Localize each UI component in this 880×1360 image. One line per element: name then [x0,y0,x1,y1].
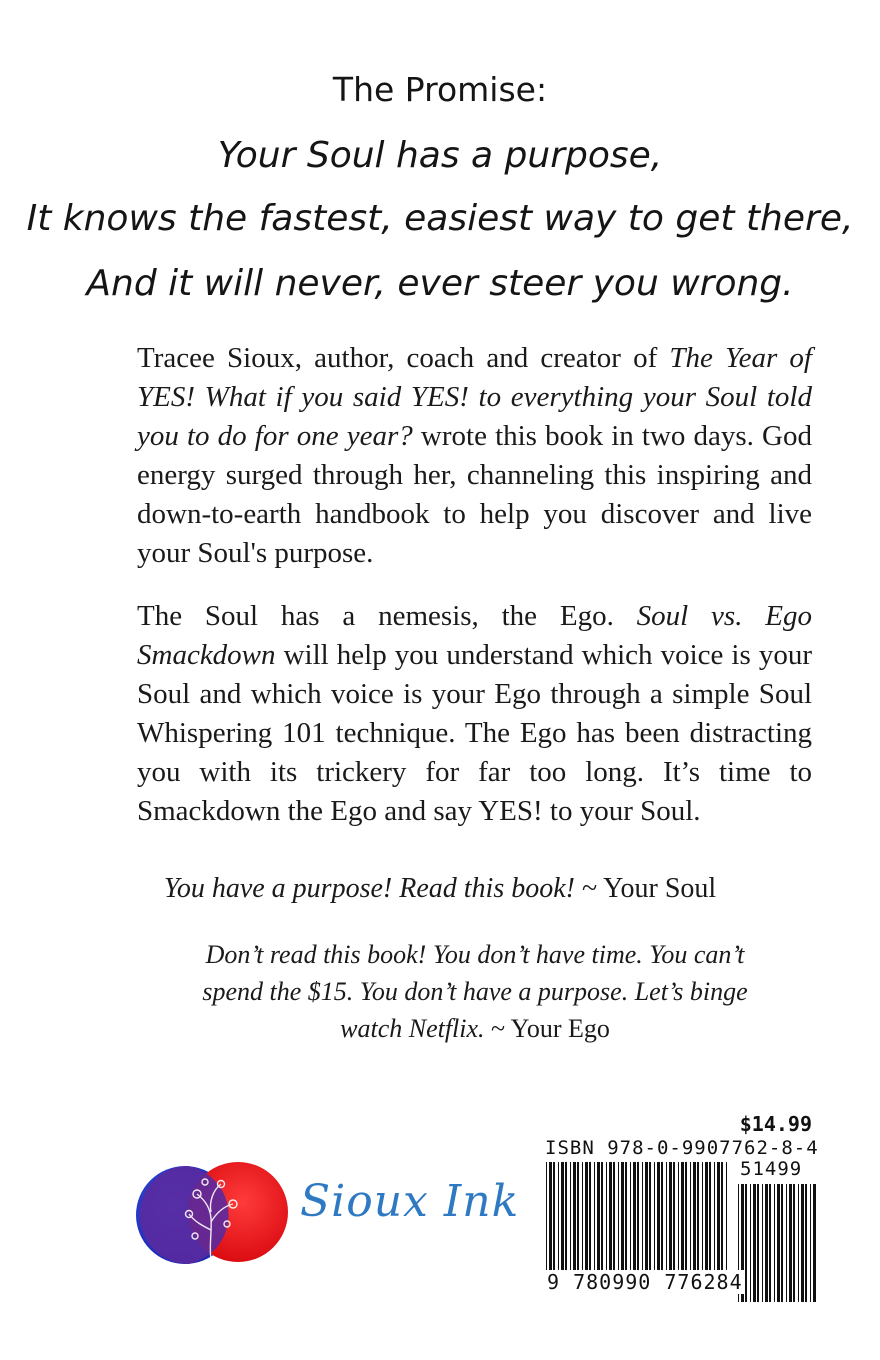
soul-quote [0,873,880,905]
barcode-bar [625,1162,627,1284]
barcode-bar [786,1184,787,1302]
barcode-bar [553,1162,555,1284]
description-paragraph [137,597,812,831]
barcode-bar [669,1162,672,1284]
barcode-bar [685,1162,687,1284]
ego-quote-attribution: ~ Your Ego [484,1014,610,1043]
ego-quote [195,936,755,1047]
barcode-bar [681,1162,684,1284]
promise-line-3: And it will never, ever steer you wrong. [86,263,794,304]
barcode-bar [753,1184,756,1302]
barcode-bar [769,1184,771,1302]
barcode-bar [709,1162,711,1284]
author-paragraph-text-a: Tracee Sioux, author, coach and creator of [137,342,670,374]
description-text-b: will help you understand which voice is your Soul and which voice is your Ego through a simple Soul Whispering 101 technique. The Ego has been distracting you with its trickery for far too long. It’s time to Smackdown the Ego and say YES! to your Soul. [137,639,812,827]
barcode-bar [589,1162,591,1284]
barcode-ean-number: 9 780990 776284 [547,1270,743,1294]
barcode-bar [582,1162,583,1284]
barcode-bar [645,1162,648,1284]
barcode-bar [717,1162,720,1284]
barcode-bar [546,1162,547,1284]
barcode-bar [642,1162,643,1284]
ego-quote-text: Don’t read this book! You don’t have time. You can’t spend the $15. You don’t have a purpose. Let’s binge watch Netflix. [202,940,748,1043]
author-book-title: The Year of YES! What if you said YES! to everything your Soul told you to do for one year? [137,342,812,452]
barcode-bar [721,1162,723,1284]
barcode-bar [601,1162,603,1284]
barcode-bar [621,1162,624,1284]
barcode-bar [789,1184,792,1302]
promise-line-2: It knows the fastest, easiest way to get there, [26,198,854,239]
barcode-bar [774,1184,775,1302]
barcode-bar [630,1162,631,1284]
barcode-bar [594,1162,595,1284]
barcode-bar [666,1162,667,1284]
description-text-a: The Soul has a nemesis, the Ego. [137,600,637,632]
barcode-bar [762,1184,763,1302]
barcode-bar [678,1162,679,1284]
barcode-bar [750,1184,751,1302]
barcode-bar [558,1162,559,1284]
barcode-bar [765,1184,768,1302]
barcode-addon-number: 51499 [740,1158,803,1180]
promise-title: The Promise: [332,70,548,109]
publisher-name: Sioux Ink [300,1176,520,1227]
description-book-title: Soul vs. Ego Smackdown [137,600,813,671]
barcode-bar [714,1162,715,1284]
barcode-bar [657,1162,660,1284]
barcode-bar [810,1184,811,1302]
promise-line-1: Your Soul has a purpose, [217,135,663,176]
barcode-bar [805,1184,807,1302]
barcode-bar [801,1184,804,1302]
barcode-bar [597,1162,600,1284]
barcode-bar [757,1184,759,1302]
barcode-bar [793,1184,795,1302]
barcode-bar [813,1184,816,1302]
barcode-bar [561,1162,564,1284]
barcode-bar [565,1162,567,1284]
author-paragraph-text-b: wrote this book in two days. God energy surged through her, channeling this inspiring and down-to-earth handbook to help you discover and live your Soul's purpose. [137,420,812,569]
barcode-bar [573,1162,576,1284]
barcode-bar [673,1162,675,1284]
barcode-bar [633,1162,636,1284]
barcode-bar [745,1184,747,1302]
barcode-addon-bars [738,1184,816,1302]
barcode-bar [606,1162,607,1284]
barcode-bar [661,1162,663,1284]
author-paragraph [137,339,812,573]
barcode-bar [726,1162,727,1284]
isbn-label: ISBN 978-0-9907762-8-4 [545,1137,819,1159]
barcode-bar [798,1184,799,1302]
barcode-bar [649,1162,651,1284]
barcode-main-bars [546,1162,727,1284]
barcode-bar [618,1162,619,1284]
barcode-bar [609,1162,612,1284]
barcode-bar [585,1162,588,1284]
barcode-bar [702,1162,703,1284]
barcode-bar [777,1184,780,1302]
barcode-bar [654,1162,655,1284]
barcode-bar [613,1162,615,1284]
soul-quote-attribution: ~ Your Soul [574,873,717,904]
barcode-bar [697,1162,699,1284]
soul-quote-text: You have a purpose! Read this book! [163,873,575,904]
barcode-bar [577,1162,579,1284]
barcode-bar [693,1162,696,1284]
barcode-bar [549,1162,552,1284]
barcode-bar [705,1162,708,1284]
barcode-bar [637,1162,639,1284]
barcode-bar [690,1162,691,1284]
barcode-bar [570,1162,571,1284]
price-label: $14.99 [739,1112,812,1136]
barcode-bar [781,1184,783,1302]
